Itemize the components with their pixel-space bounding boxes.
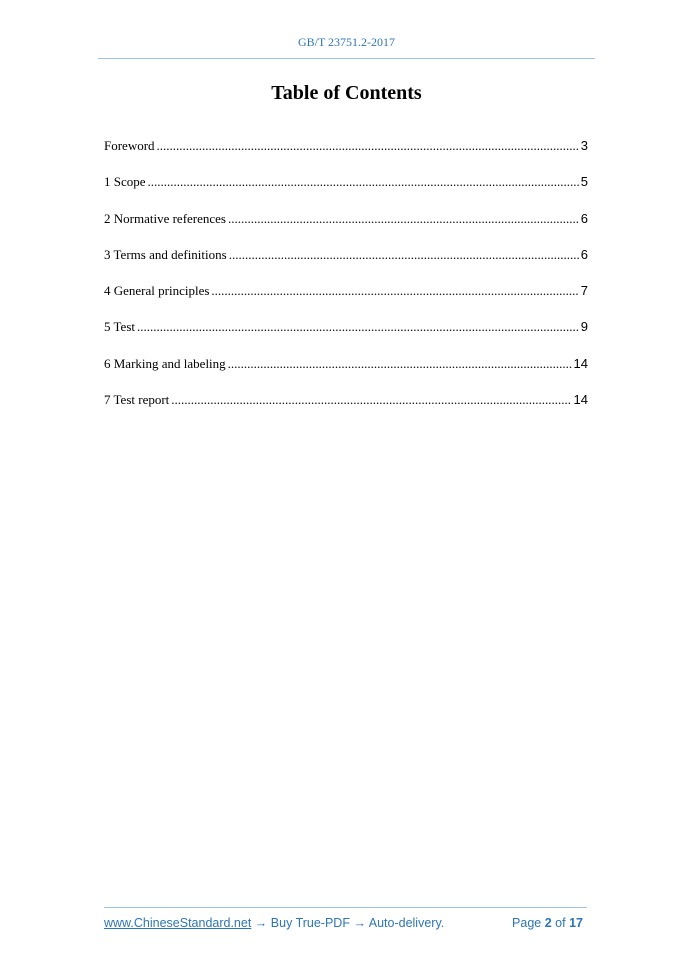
arrow-right-icon: → xyxy=(254,916,268,930)
toc-entry-foreword[interactable] xyxy=(104,138,588,174)
page-title: Table of Contents xyxy=(271,82,422,104)
toc-dot-leader xyxy=(157,138,579,154)
toc-dot-leader xyxy=(148,174,579,190)
toc-entry-marking-and-labeling[interactable] xyxy=(104,356,588,392)
total-pages-number: 17 xyxy=(569,916,583,930)
toc-entry-page: 6 xyxy=(580,246,588,262)
toc-entry-label: 7 Test report xyxy=(104,392,170,408)
page-counter xyxy=(512,916,583,930)
toc-dot-leader xyxy=(229,247,579,263)
toc-entry-page: 3 xyxy=(580,138,588,153)
of-label: of xyxy=(555,916,566,930)
toc-entry-label: 5 Test xyxy=(104,319,135,335)
toc-entry-label: Foreword xyxy=(104,138,155,153)
current-page-number: 2 xyxy=(544,916,552,930)
footer-divider xyxy=(104,907,587,908)
toc-dot-leader xyxy=(228,356,572,372)
toc-list xyxy=(104,138,588,428)
footer-promo xyxy=(104,916,444,930)
toc-entry-label: 6 Marking and labeling xyxy=(104,355,226,371)
toc-entry-page: 7 xyxy=(580,283,588,299)
toc-entry-label: 3 Terms and definitions xyxy=(104,246,227,262)
buy-pdf-text: Buy True-PDF xyxy=(270,916,350,930)
toc-entry-label: 1 Scope xyxy=(104,174,146,190)
toc-dot-leader xyxy=(137,319,579,335)
toc-dot-leader xyxy=(211,283,578,299)
toc-entry-page: 6 xyxy=(580,210,588,226)
toc-entry-page: 14 xyxy=(573,392,588,408)
toc-entry-scope[interactable] xyxy=(104,174,588,210)
toc-dot-leader xyxy=(228,211,579,227)
toc-entry-terms-and-definitions[interactable] xyxy=(104,247,588,283)
standard-code-header: GB/T 23751.2-2017 xyxy=(297,35,396,49)
auto-delivery-text: Auto-delivery. xyxy=(368,916,445,930)
toc-entry-general-principles[interactable] xyxy=(104,283,588,319)
toc-entry-label: 2 Normative references xyxy=(104,210,226,226)
toc-entry-test-report[interactable] xyxy=(104,392,588,428)
toc-dot-leader xyxy=(171,392,571,408)
header-divider xyxy=(98,58,595,59)
toc-entry-normative-references[interactable] xyxy=(104,211,588,247)
website-link[interactable]: www.ChineseStandard.net xyxy=(104,916,252,930)
toc-entry-test[interactable] xyxy=(104,319,588,355)
toc-entry-page: 5 xyxy=(580,174,588,190)
toc-entry-page: 14 xyxy=(573,355,588,371)
arrow-right-icon: → xyxy=(353,916,366,930)
toc-entry-label: 4 General principles xyxy=(104,283,210,299)
toc-entry-page: 9 xyxy=(580,319,588,335)
page-label: Page xyxy=(512,916,542,930)
